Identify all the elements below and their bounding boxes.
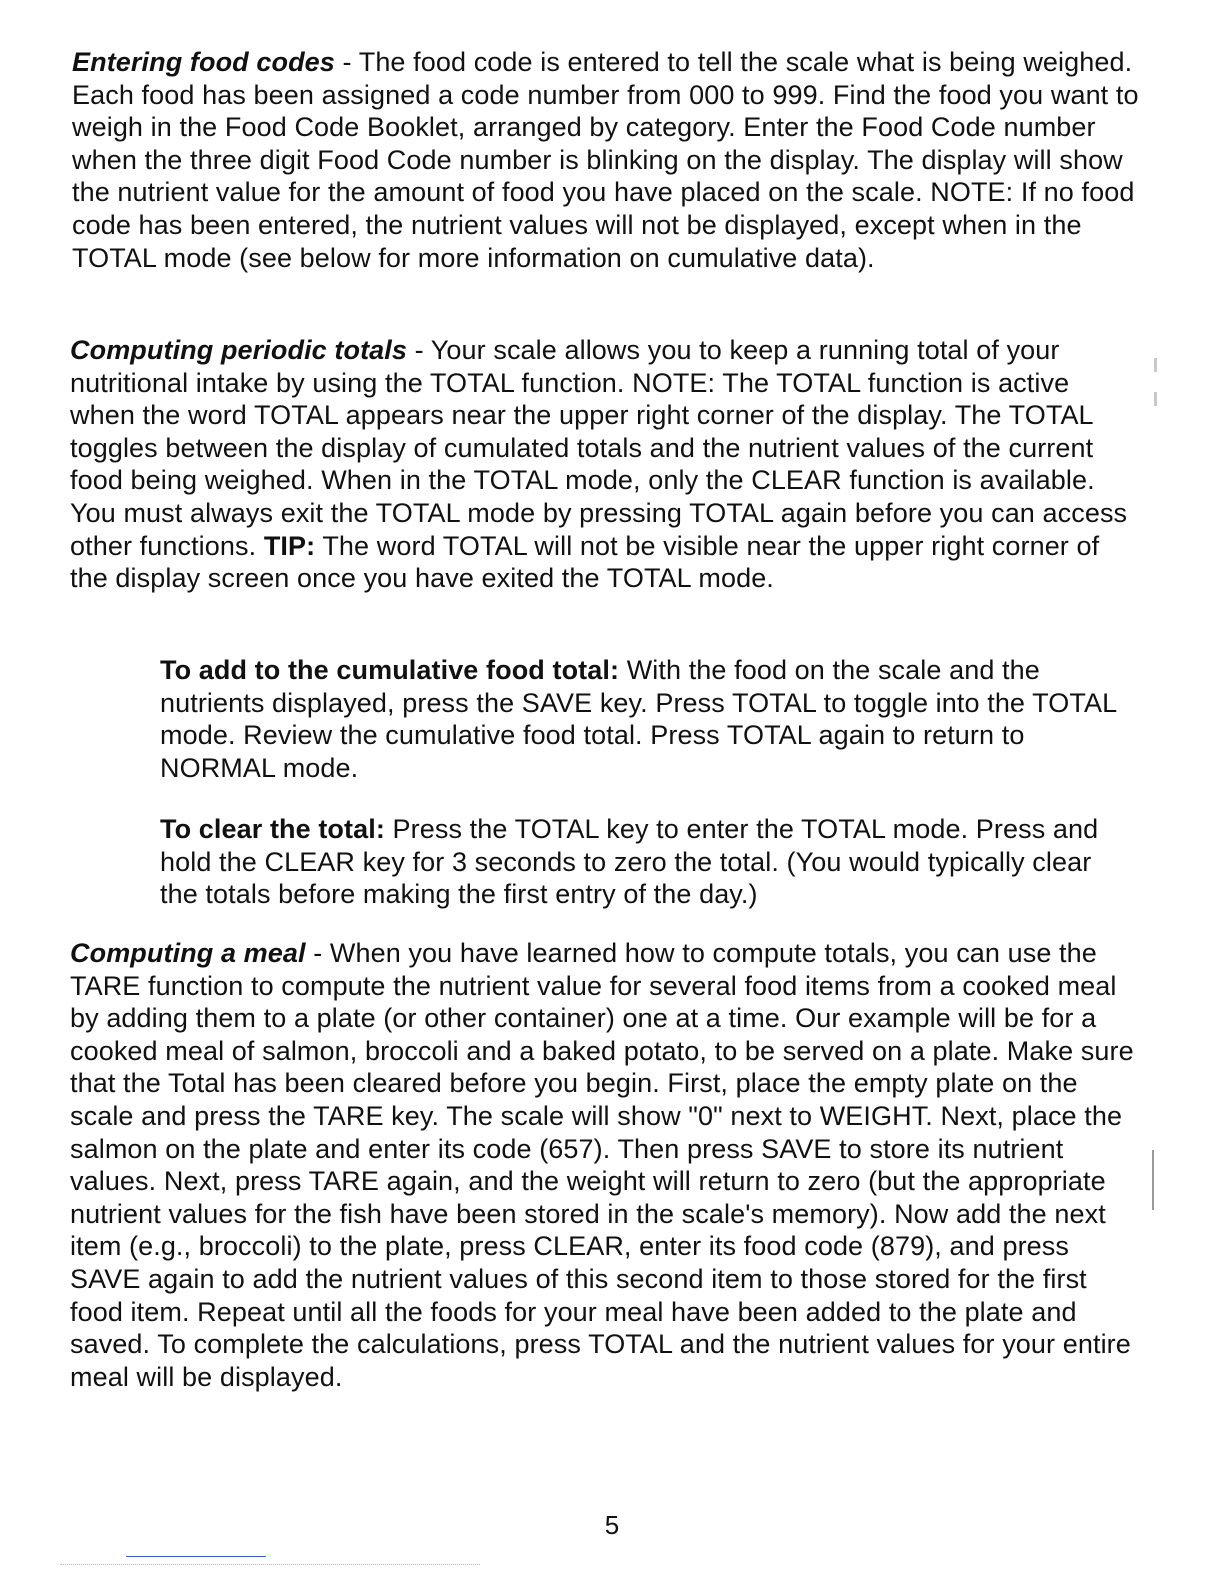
footer-rule bbox=[126, 1556, 266, 1557]
computing-periodic-totals-heading: Computing periodic totals bbox=[70, 335, 407, 365]
clear-total-heading: To clear the total: bbox=[160, 814, 385, 844]
computing-periodic-totals-text: - Your scale allows you to keep a running total of your nutritional intake by using the TOTAL function. NOTE: The TOTAL function is active when the word TOTAL appears near the upper right corner of the display. The TOTAL toggles between the display of cumulated totals and the nutrient values of the current food being weighed. When in the TOTAL mode, only the CLEAR function is available. You must always exit the TOTAL mode by pressing TOTAL again before you can access other functions. bbox=[70, 335, 1128, 561]
scan-artifact bbox=[1154, 392, 1157, 406]
tip-label: TIP: bbox=[263, 530, 316, 561]
entering-food-codes-text: - The food code is entered to tell the scale what is being weighed. Each food has been assigned a code number from 000 to 999. Find the food you want to weigh in the Food Code Booklet, arranged by category. Enter the Food Code number when the three digit Food Code number is blinking on the display. The display will show the nutrient value for the amount of food you have placed on the scale. NOTE: If no food code has been entered, the nutrient values will not be displayed, except when in the TOTAL mode (see below for more information on cumulative data). bbox=[72, 47, 1139, 273]
computing-periodic-totals-paragraph bbox=[70, 334, 1140, 595]
computing-a-meal-paragraph bbox=[70, 937, 1140, 1393]
add-cumulative-total-text: With the food on the scale and the nutrients displayed, press the SAVE key. Press TOTAL to toggle into the TOTAL mode. Review the cumulative food total. Press TOTAL again to return to NORMAL mode. bbox=[160, 655, 1117, 783]
page-number: 5 bbox=[604, 1510, 620, 1540]
add-cumulative-total-paragraph bbox=[160, 654, 1140, 784]
scan-artifact bbox=[1152, 1150, 1154, 1210]
footer-dotted-rule bbox=[60, 1564, 480, 1566]
entering-food-codes-heading: Entering food codes bbox=[72, 47, 335, 77]
computing-a-meal-heading: Computing a meal bbox=[70, 938, 306, 968]
tip-text: The word TOTAL will not be visible near the upper right corner of the display screen once you have exited the TOTAL mode. bbox=[70, 530, 1100, 594]
add-cumulative-total-heading: To add to the cumulative food total: bbox=[160, 655, 620, 685]
entering-food-codes-paragraph bbox=[72, 46, 1142, 274]
clear-total-text: Press the TOTAL key to enter the TOTAL mode. Press and hold the CLEAR key for 3 seconds to zero the total. (You would typically clear the totals before making the first entry of the day.) bbox=[160, 814, 1099, 910]
computing-a-meal-text: - When you have learned how to compute totals, you can use the TARE function to compute the nutrient value for several food items from a cooked meal by adding them to a plate (or other container) one at a time. Our example will be for a cooked meal of salmon, broccoli and a baked potato, to be served on a plate. Make sure that the Total has been cleared before you begin. First, place the empty plate on the scale and press the TARE key. The scale will show "0" next to WEIGHT. Next, place the salmon on the plate and enter its code (657). Then press SAVE to store its nutrient values. Next, press TARE again, and the weight will return to zero (but the appropriate nutrient values for the fish have been stored in the scale's memory). Now add the next item (e.g., broccoli) to the plate, press CLEAR, enter its food code (879), and press SAVE again to add the nutrient values of this second item to those stored for the first food item. Repeat until all the foods for your meal have been added to the plate and saved. To complete the calculations, press TOTAL and the nutrient values for your entire meal will be displayed. bbox=[70, 938, 1134, 1392]
clear-total-paragraph bbox=[160, 813, 1120, 911]
scan-artifact bbox=[1154, 358, 1157, 372]
